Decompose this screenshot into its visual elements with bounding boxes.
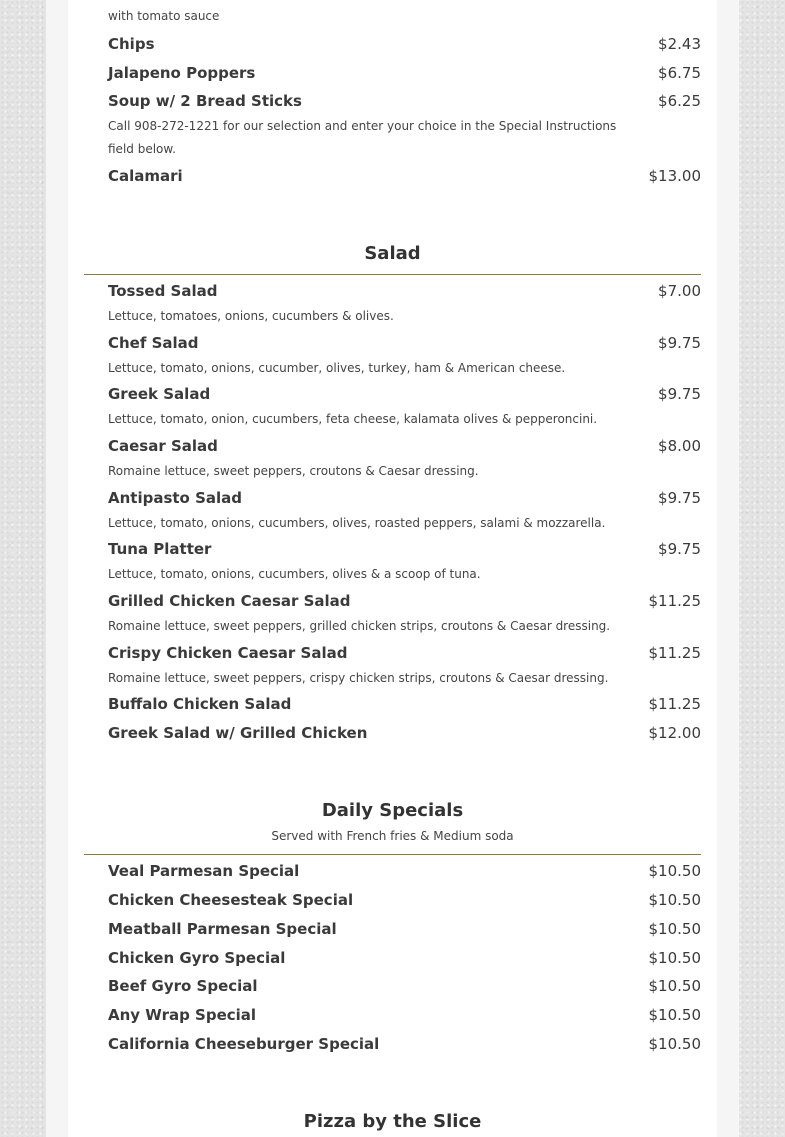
item-name: Chef Salad xyxy=(108,334,199,352)
item-price: $9.75 xyxy=(658,489,701,507)
item-price: $13.00 xyxy=(648,167,701,185)
item-price: $10.50 xyxy=(648,891,701,909)
item-price: $9.75 xyxy=(658,540,701,558)
item-price: $10.50 xyxy=(648,862,701,880)
item-description: with tomato sauce xyxy=(108,9,220,23)
item-price: $8.00 xyxy=(658,437,701,455)
item-price: $10.50 xyxy=(648,1035,701,1053)
item-price: $12.00 xyxy=(648,724,701,742)
item-description: Lettuce, tomato, onion, cucumbers, feta cheese, kalamata olives & pepperoncini. xyxy=(108,412,598,426)
item-price: $10.50 xyxy=(648,977,701,995)
item-description: Romaine lettuce, sweet peppers, croutons & Caesar dressing. xyxy=(108,464,479,478)
section-title-daily-specials: Daily Specials xyxy=(321,800,464,821)
item-name: Chicken Cheesesteak Special xyxy=(108,891,354,909)
item-description: Lettuce, tomatoes, onions, cucumbers & olives. xyxy=(108,309,394,323)
item-name: Veal Parmesan Special xyxy=(108,862,300,880)
section-title-salad: Salad xyxy=(364,243,421,264)
item-price: $2.43 xyxy=(658,35,701,53)
item-name: Chicken Gyro Special xyxy=(108,949,286,967)
section-subtitle: Served with French fries & Medium soda xyxy=(271,829,514,843)
item-description: Call 908-272-1221 for our selection and enter your choice in the Special Instructions field below. xyxy=(108,119,617,156)
item-name: Crispy Chicken Caesar Salad xyxy=(108,644,348,662)
section-divider xyxy=(84,274,701,275)
item-price: $9.75 xyxy=(658,334,701,352)
item-name: Tossed Salad xyxy=(108,282,218,300)
item-description: Lettuce, tomato, onions, cucumbers, olives, roasted peppers, salami & mozzarella. xyxy=(108,516,606,530)
item-name: Antipasto Salad xyxy=(108,489,243,507)
item-name: Greek Salad w/ Grilled Chicken xyxy=(108,724,368,742)
item-price: $11.25 xyxy=(648,695,701,713)
item-price: $6.75 xyxy=(658,64,701,82)
item-name: Meatball Parmesan Special xyxy=(108,920,337,938)
item-name: Jalapeno Poppers xyxy=(108,64,256,82)
item-name: Calamari xyxy=(108,167,183,185)
item-name: Caesar Salad xyxy=(108,437,218,455)
item-name: Buffalo Chicken Salad xyxy=(108,695,292,713)
item-name: Soup w/ 2 Bread Sticks xyxy=(108,92,302,110)
item-name: Tuna Platter xyxy=(108,540,212,558)
item-price: $11.25 xyxy=(648,644,701,662)
item-description: Lettuce, tomato, onions, cucumbers, olives & a scoop of tuna. xyxy=(108,567,481,581)
item-price: $10.50 xyxy=(648,949,701,967)
item-name: California Cheeseburger Special xyxy=(108,1035,380,1053)
item-price: $11.25 xyxy=(648,592,701,610)
item-name: Chips xyxy=(108,35,155,53)
item-name: Greek Salad xyxy=(108,385,211,403)
item-price: $10.50 xyxy=(648,920,701,938)
item-name: Beef Gyro Special xyxy=(108,977,258,995)
section-title-pizza-by-the-slice: Pizza by the Slice xyxy=(303,1111,482,1132)
item-description: Romaine lettuce, sweet peppers, crispy chicken strips, croutons & Caesar dressing. xyxy=(108,671,609,685)
item-description: Lettuce, tomato, onions, cucumber, olives, turkey, ham & American cheese. xyxy=(108,361,566,375)
item-price: $9.75 xyxy=(658,385,701,403)
item-price: $6.25 xyxy=(658,92,701,110)
item-name: Any Wrap Special xyxy=(108,1006,257,1024)
item-price: $7.00 xyxy=(658,282,701,300)
item-price: $10.50 xyxy=(648,1006,701,1024)
item-name: Grilled Chicken Caesar Salad xyxy=(108,592,351,610)
section-divider xyxy=(84,854,701,855)
item-description: Romaine lettuce, sweet peppers, grilled chicken strips, croutons & Caesar dressing. xyxy=(108,619,611,633)
